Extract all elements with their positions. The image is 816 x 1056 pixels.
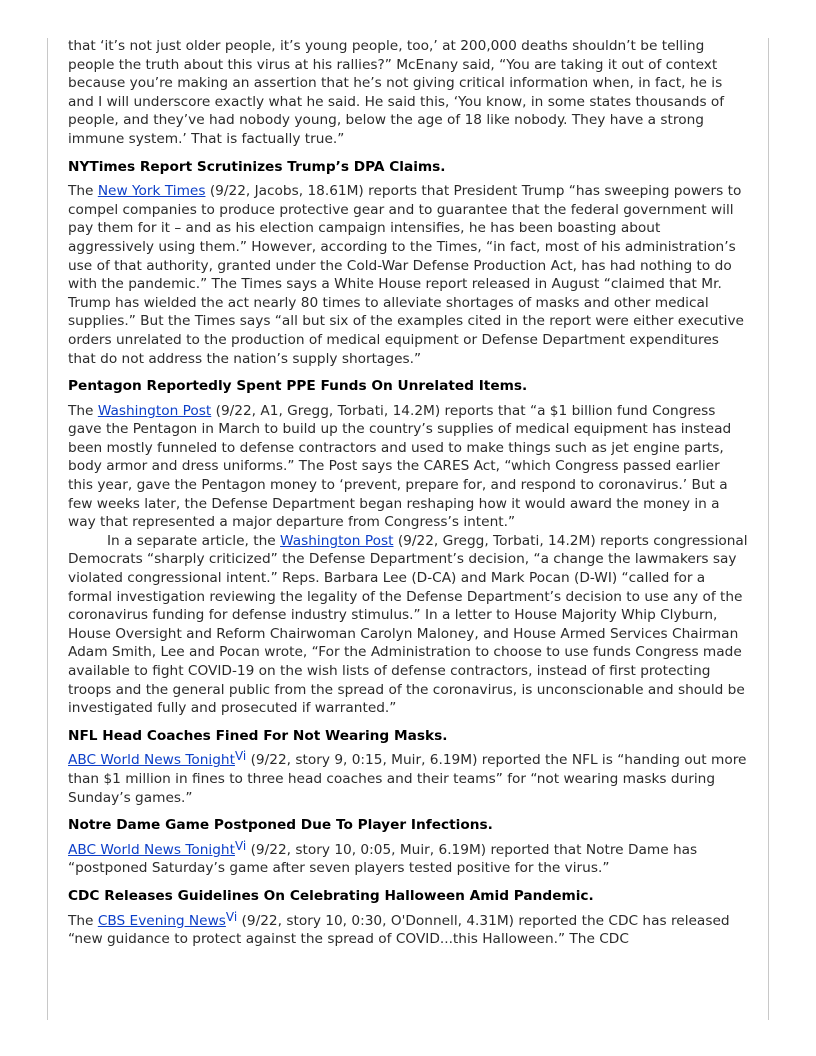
headline-nfl-coaches: NFL Head Coaches Fined For Not Wearing Masks.: [68, 727, 448, 744]
right-margin-rule: [768, 38, 769, 1020]
abc-news-link-2[interactable]: ABC World News Tonight: [68, 841, 235, 858]
nfl-paragraph: ABC World News Tonight$^{Vi}$ (9/22, story 9, 0:15, Muir, 6.19M) reported the NFL is “handing out more than $1 million in fines to three head coaches and their teams” for “not wearing masks during Sunday’s games.”: [68, 749, 747, 806]
nytimes-link[interactable]: New York Times: [97, 183, 206, 200]
cdc-paragraph: The CBS Evening News$^{Vi}$ (9/22, story 10, 0:30, O'Donnell, 4.31M) reported the CDC has released “new guidance to protect against the spread of COVID...this Halloween.” The CDC: [68, 909, 730, 948]
washington-post-link-1[interactable]: Washington Post: [97, 402, 212, 419]
article-body: [68, 37, 748, 949]
video-indicator-icon[interactable]: Vi: [225, 909, 238, 924]
abc-news-link-1[interactable]: ABC World News Tonight: [68, 752, 235, 769]
pentagon-paragraph-2: In a separate article, the Washington Post (9/22, Gregg, Torbati, 14.2M) reports congressional Democrats “sharply criticized” the Defense Department’s decision, “a change the lawmakers say violated congressional intent.” Reps. Barbara Lee (D-CA) and Mark Pocan (D-WI) “called for a formal investigation reviewing the legality of the Defense Department’s decision to use any of the coronavirus funding for defense industry stimulus.” In a letter to House Majority Whip Clyburn, House Oversight and Reform Chairwoman Carolyn Maloney, and House Armed Services Chairman Adam Smith, Lee and Pocan wrote, “For the Administration to choose to use funds Congress made available to fight COVID-19 on the wish lists of defense contractors, instead of first protecting troops and the general public from the spread of the coronavirus, is unconscionable and should be investigated fully and prosecuted if warranted.”: [68, 532, 748, 717]
video-indicator-icon[interactable]: Vi: [234, 749, 247, 764]
video-indicator-icon[interactable]: Vi: [234, 838, 247, 853]
headline-pentagon-ppe: Pentagon Reportedly Spent PPE Funds On Unrelated Items.: [68, 378, 528, 395]
left-margin-rule: [47, 38, 48, 1020]
headline-dpa-claims: NYTimes Report Scrutinizes Trump’s DPA Claims.: [68, 158, 446, 175]
intro-paragraph: that ‘it’s not just older people, it’s young people, too,’ at 200,000 deaths shouldn’t be telling people the truth about this virus at his rallies?” McEnany said, “You are taking it out of context because you’re making an assertion that he’s not giving critical information when, in fact, he is and I will underscore exactly what he said. He said this, ‘You know, in some states thousands of people, and they’ve had nobody young, below the age of 18 like nobody. They have a strong immune system.’ That is factually true.”: [68, 38, 725, 147]
cbs-news-link[interactable]: CBS Evening News: [97, 912, 226, 929]
washington-post-link-2[interactable]: Washington Post: [280, 532, 394, 549]
notre-dame-paragraph: ABC World News Tonight$^{Vi}$ (9/22, story 10, 0:05, Muir, 6.19M) reported that Notre Dame has “postponed Saturday’s game after seven players tested positive for the virus.”: [68, 838, 698, 877]
headline-notre-dame: Notre Dame Game Postponed Due To Player Infections.: [68, 817, 493, 834]
dpa-paragraph: The New York Times (9/22, Jacobs, 18.61M) reports that President Trump “has sweeping powers to compel companies to produce protective gear and to guarantee that the federal government will pay them for it – and as his election campaign intensifies, he has been boasting about aggressively using them.” However, according to the Times, “in fact, most of his administration’s use of that authority, granted under the Cold-War Defense Production Act, has had nothing to do with the pandemic.” The Times says a White House report released in August “claimed that Mr. Trump has wielded the act nearly 80 times to alleviate shortages of masks and other medical supplies.” But the Times says “all but six of the examples cited in the report were either executive orders unrelated to the production of medical equipment or Defense Department expenditures that do not address the nation’s supply shortages.”: [68, 183, 744, 367]
headline-cdc-halloween: CDC Releases Guidelines On Celebrating Halloween Amid Pandemic.: [68, 887, 594, 904]
pentagon-paragraph-1: The Washington Post (9/22, A1, Gregg, Torbati, 14.2M) reports that “a $1 billion fund Congress gave the Pentagon in March to build up the country’s supplies of medical equipment has instead been mostly funneled to defense contractors and used to make things such as jet engine parts, body armor and dress uniforms.” The Post says the CARES Act, “which Congress passed earlier this year, gave the Pentagon money to ‘prevent, prepare for, and respond to coronavirus.’ But a few weeks later, the Defense Department began reshaping how it would award the money in a way that represented a major departure from Congress’s intent.”: [68, 402, 732, 531]
